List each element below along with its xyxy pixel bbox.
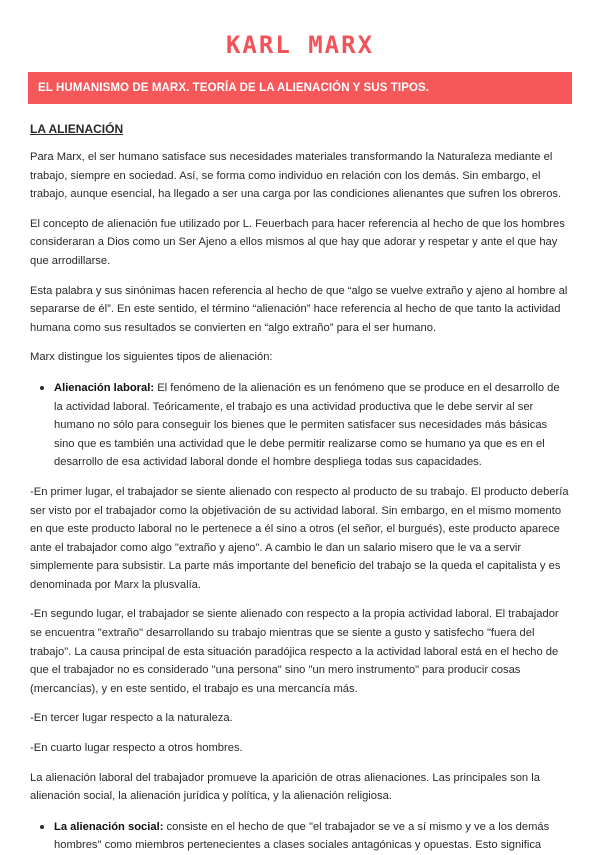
paragraph-third-place: -En tercer lugar respecto a la naturaleza. xyxy=(30,712,233,725)
section-heading: LA ALIENACIÓN xyxy=(30,122,124,136)
paragraph-first-place: -En primer lugar, el trabajador se siente alienado con respecto al producto de su trabajo. El producto debería ser visto por el trabajador como la objetivación de su actividad laboral. Sin embargo, en el mismo momento en que este producto laboral no le pertenece a él sino a otros (el señor, el burgués), este producto aparece ante el trabajador como algo "extraño y ajeno". A cambio le dan un salario misero que le va a servir simplemente para subsistir. La parte más importante del beneficio del trabajo se la queda el capitalista y es denominada por Marx la plusvalía. xyxy=(30,485,569,591)
bullet-term: Alienación laboral: xyxy=(54,381,155,394)
paragraph-other-alienations: La alienación laboral del trabajador promueve la aparición de otras alienaciones. Las principales son la alienación social, la alienación jurídica y política, y la alienación religiosa. xyxy=(30,771,540,803)
bullet-text: consiste en el hecho de que "el trabajador se ve a sí mismo y ve a los demás hombres" como miembros pertenecientes a clases sociales antagónicas y opuestas. Esto significa xyxy=(54,820,550,852)
paragraph-feuerbach: El concepto de alienación fue utilizado por L. Feuerbach para hacer referencia al hecho de que los hombres consideraran a Dios como un Ser Ajeno a ellos mismos al que hay que adorar y respetar y ante el que hay que arrodillarse. xyxy=(30,217,565,267)
section-banner: EL HUMANISMO DE MARX. TEORÍA DE LA ALIENACIÓN Y SUS TIPOS. xyxy=(28,72,572,104)
paragraph-definition: Esta palabra y sus sinónimas hacen referencia al hecho de que “algo se vuelve extraño y ajeno al hombre al separarse de él”. En este sentido, el término “alienación” hace referencia al hecho de que tanto la actividad humana como sus resultados se convierten en “algo extraño” para el ser humano. xyxy=(30,284,568,334)
bullet-item-social xyxy=(54,817,570,855)
paragraph-intro: Para Marx, el ser humano satisface sus necesidades materiales transformando la Naturaleza mediante el trabajo, siempre en sociedad. Así, se forma como individuo en relación con los demás. Sin embargo, el trabajo, aunque esencial, ha llegado a ser una carga por las condiciones alienantes que sufren los obreros. xyxy=(30,151,562,201)
paragraph-second-place: -En segundo lugar, el trabajador se siente alienado con respecto a la propia actividad laboral. El trabajador se encuentra "extraño" desarrollando su trabajo mientras que se siente a gusto y satisfecho "fuera del trabajo". La causa principal de esta situación paradójica respecto a la actividad laboral está en el hecho de que el trabajador no es considerado "una persona" sino "un mero instrumento" para producir cosas (mercancías), y en este sentido, el trabajo es una mercancía más. xyxy=(30,608,559,695)
bullet-item-laboral xyxy=(54,378,570,472)
bullet-text: El fenómeno de la alienación es un fenómeno que se produce en el desarrollo de la actividad laboral. Teóricamente, el trabajo es una actividad productiva que le debe servir al ser humano no sólo para conseguir los bienes que le permiten satisfacer sus necesidades más básicas sino que es también una actividad que le debe permitir realizarse como se humano ya que es en el desarrollo de esa actividad laboral donde el hombre despliega todas sus capacidades. xyxy=(54,381,560,469)
paragraph-types-intro: Marx distingue los siguientes tipos de alienación: xyxy=(30,351,273,364)
bullet-list-laboral xyxy=(30,378,570,472)
bullet-term: La alienación social: xyxy=(54,820,164,833)
bullet-list-social xyxy=(30,817,570,855)
document-title: KARL MARX xyxy=(225,31,375,59)
paragraph-fourth-place: -En cuarto lugar respecto a otros hombres. xyxy=(30,742,243,755)
